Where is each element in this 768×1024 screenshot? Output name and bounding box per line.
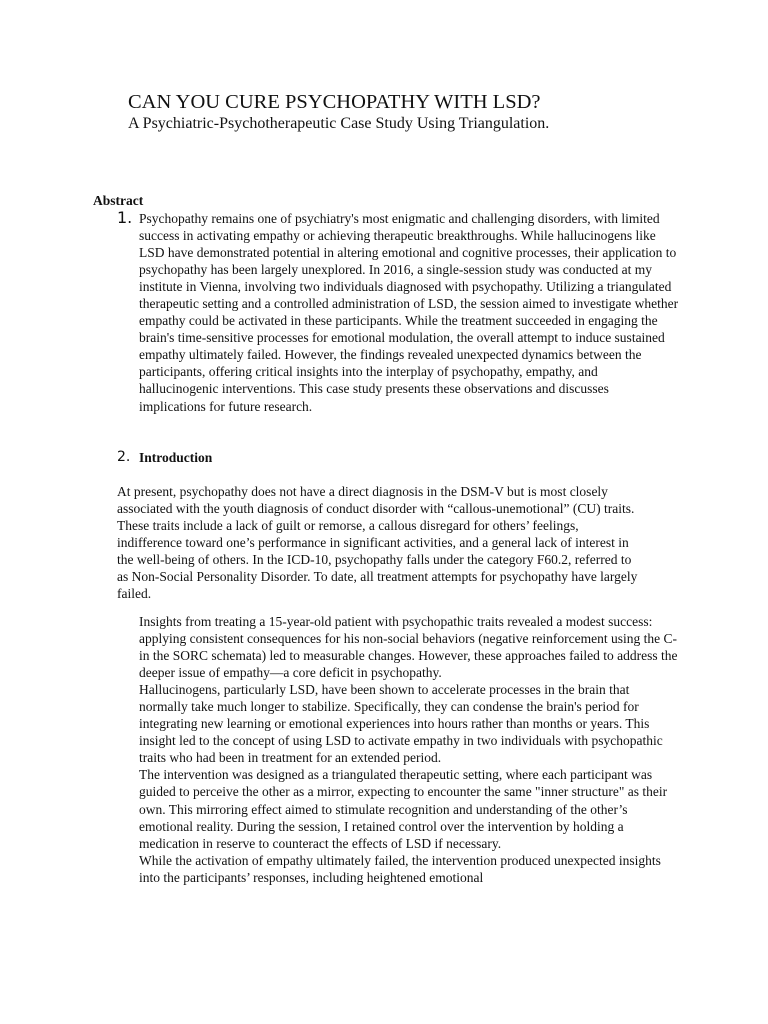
paragraph-psychopathic-patient: Insights from treating a 15-year-old patient with psychopathic traits revealed a modest success: applying consistent consequences for his non-social behaviors (negative reinforcement using the C- in the SORC schemata) led to measurable changes. However, these approaches failed to address the deeper issue of empathy—a core deficit in psychopathy.	[139, 614, 678, 681]
indented-paragraphs	[139, 613, 679, 886]
abstract-text: Psychopathy remains one of psychiatry's most enigmatic and challenging disorders, with limited success in activating empathy or achieving therapeutic breakthroughs. While hallucinogens like LSD have demonstrated potential in altering emotional and cognitive processes, their application to psychopathy has been largely unexplored. In 2016, a single-session study was conducted at my institute in Vienna, involving two individuals diagnosed with psychopathy. Utilizing a triangulated therapeutic setting and a controlled administration of LSD, the session aimed to investigate whether empathy could be activated in these participants. While the treatment succeeded in engaging the brain's time-sensitive processes for emotional modulation, the overall attempt to induce sustained empathy ultimately failed. However, the findings revealed unexpected dynamics between the participants, offering critical insights into the interplay of psychopathy, empathy, and hallucinogenic interventions. This case study presents these observations and discusses implications for future research.	[139, 211, 679, 414]
introduction-paragraph: At present, psychopathy does not have a direct diagnosis in the DSM-V but is most closely associated with the youth diagnosis of conduct disorder with “callous-unemotional” (CU) traits. These traits include a lack of guilt or remorse, a callous disregard for others’ feelings, indifference toward one’s performance in significant activities, and a general lack of interest in the well-being of others. In the ICD-10, psychopathy falls under the category F60.2, referred to as Non-Social Personality Disorder. To date, all treatment attempts for psychopathy have largely failed.	[117, 484, 638, 602]
paragraph-intervention: The intervention was designed as a triangulated therapeutic setting, where each participant was guided to perceive the other as a mirror, expecting to encounter the same "inner structure" as their own. This mirroring effect aimed to stimulate recognition and understanding of the other’s emotional reality. During the session, I retained control over the intervention by holding a medication in reserve to counteract the effects of LSD if necessary.	[139, 767, 668, 851]
document-subtitle: A Psychiatric-Psychotherapeutic Case Study Using Triangulation.	[128, 115, 550, 132]
paragraph-empathy-activation: While the activation of empathy ultimately failed, the intervention produced unexpected insights into the participants’ responses, including heightened emotional	[139, 852, 661, 885]
abstract-list-number: 1.	[117, 208, 133, 227]
introduction-list-number: 2.	[117, 449, 131, 465]
introduction-heading: Introduction	[139, 450, 213, 465]
abstract-heading: Abstract	[93, 193, 144, 208]
document-title: CAN YOU CURE PSYCHOPATHY WITH LSD?	[128, 91, 541, 113]
paragraph-hallucinogens: Hallucinogens, particularly LSD, have been shown to accelerate processes in the brain that normally take much longer to stabilize. Specifically, they can condense the brain's period for integrating new learning or emotional experiences into hours rather than months or years. This insight led to the concept of using LSD to activate empathy in two individuals with psychopathic traits who had been in treatment for an extended period.	[139, 682, 663, 766]
